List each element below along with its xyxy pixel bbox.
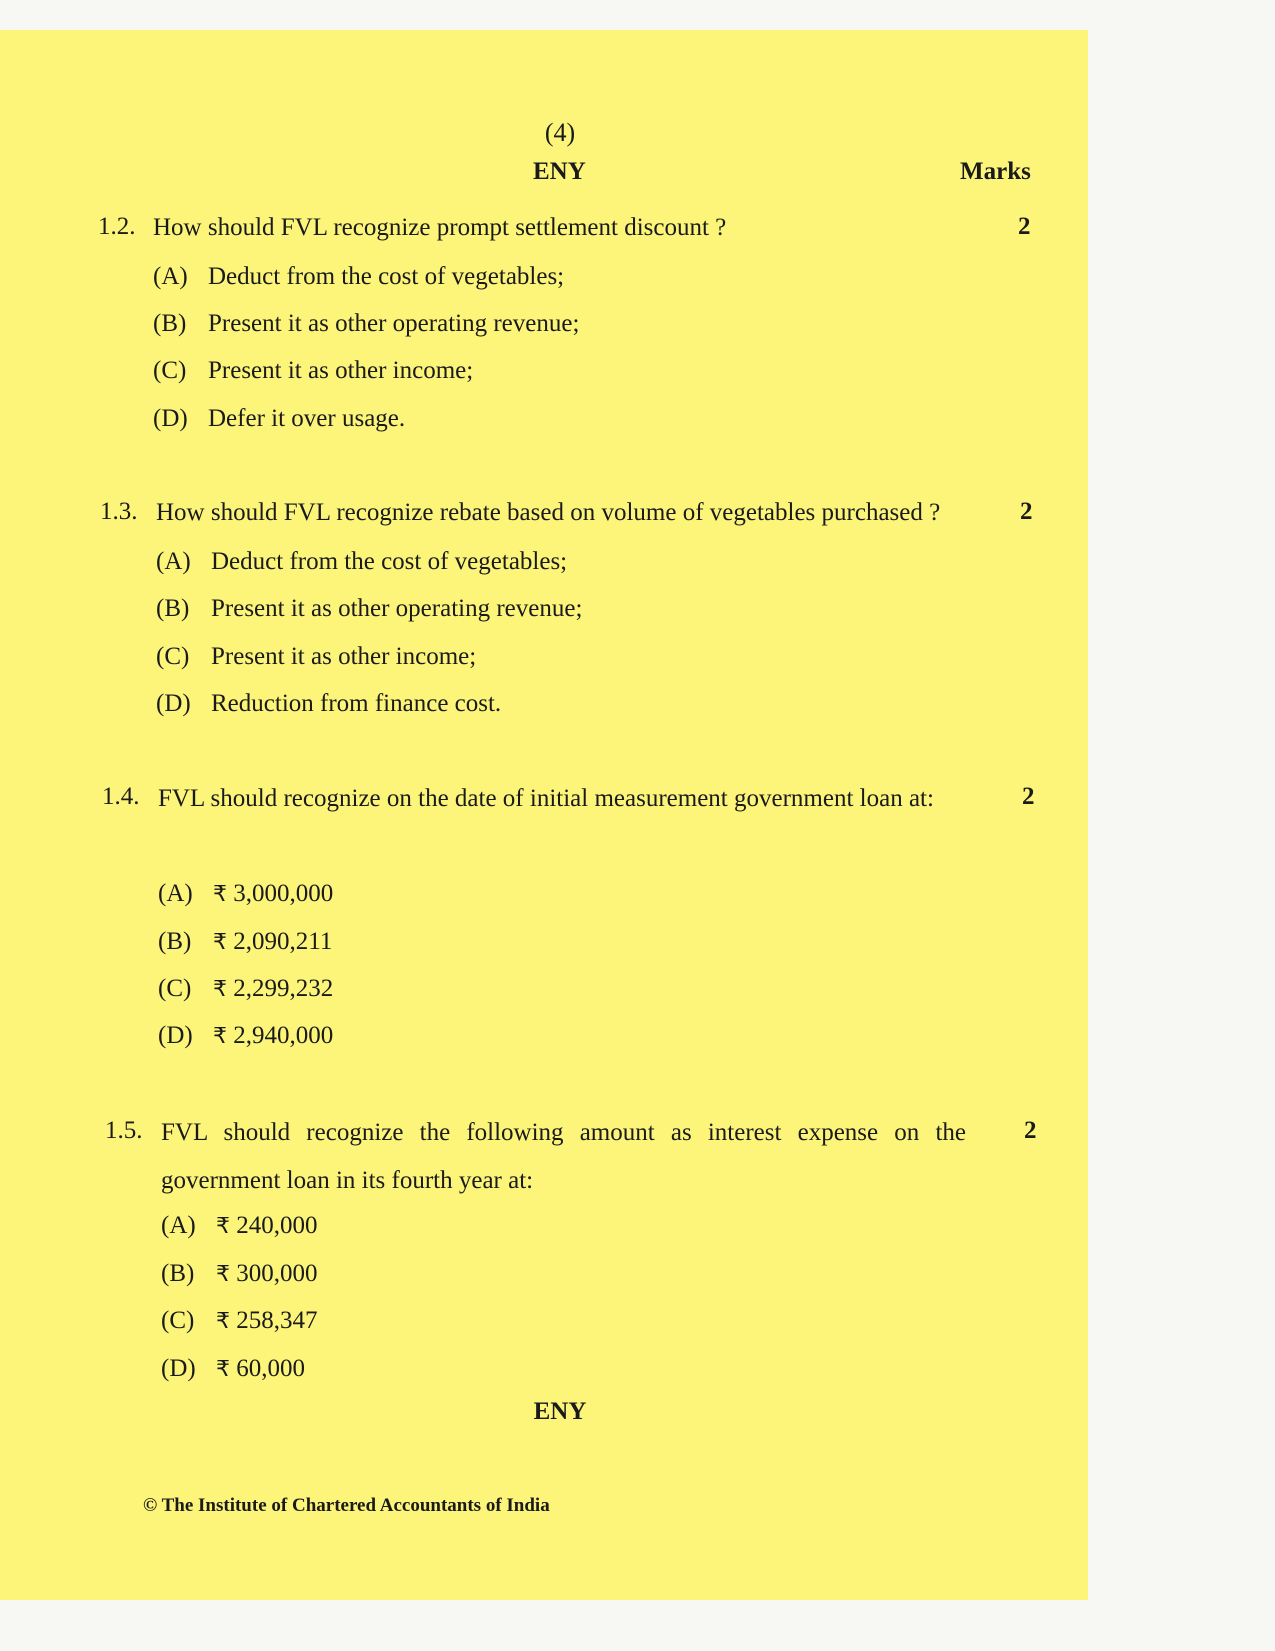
option-a: (A) ₹ 3,000,000 [158, 880, 334, 907]
option-c: (C) Present it as other income; [156, 643, 477, 670]
option-a: (A) Deduct from the cost of vegetables; [156, 548, 568, 575]
question-marks: 2 [1022, 783, 1035, 810]
question-text: FVL should recognize the following amount as interest expense on the government loan in its fourth year at: [161, 1119, 966, 1194]
question-marks: 2 [1020, 498, 1033, 525]
option-d: (D) ₹ 60,000 [161, 1355, 305, 1382]
option-d: (D) ₹ 2,940,000 [158, 1022, 334, 1049]
question-text: How should FVL recognize prompt settlement discount ? [153, 214, 727, 241]
option-b: (B) ₹ 2,090,211 [158, 928, 333, 955]
option-d: (D) Defer it over usage. [153, 405, 406, 432]
question-number: 1.4. [102, 783, 140, 810]
question-marks: 2 [1024, 1117, 1037, 1144]
footer-paper-code: ENY [533, 1398, 587, 1425]
question-number: 1.2. [98, 213, 136, 240]
option-d: (D) Reduction from finance cost. [156, 690, 502, 717]
option-b: (B) ₹ 300,000 [161, 1260, 318, 1287]
question-text: FVL should recognize on the date of initial measurement government loan at: [158, 785, 934, 812]
question-1-2 [0, 213, 1050, 251]
question-1-3 [0, 498, 1050, 536]
option-c: (C) ₹ 258,347 [161, 1307, 318, 1334]
option-a: (A) Deduct from the cost of vegetables; [153, 263, 565, 290]
page-number: (4) [544, 118, 576, 147]
question-marks: 2 [1018, 213, 1031, 240]
question-number: 1.3. [100, 498, 138, 525]
option-b: (B) Present it as other operating revenue; [156, 595, 583, 622]
question-text: How should FVL recognize rebate based on volume of vegetables purchased ? [156, 499, 941, 526]
marks-column-header: Marks [960, 158, 1031, 185]
option-c: (C) Present it as other income; [153, 357, 474, 384]
option-a: (A) ₹ 240,000 [161, 1212, 318, 1239]
option-b: (B) Present it as other operating revenue; [153, 310, 580, 337]
option-c: (C) ₹ 2,299,232 [158, 975, 334, 1002]
copyright-notice: © The Institute of Chartered Accountants of India [143, 1495, 550, 1516]
question-number: 1.5. [105, 1117, 143, 1144]
paper-code-header: ENY [533, 158, 586, 185]
